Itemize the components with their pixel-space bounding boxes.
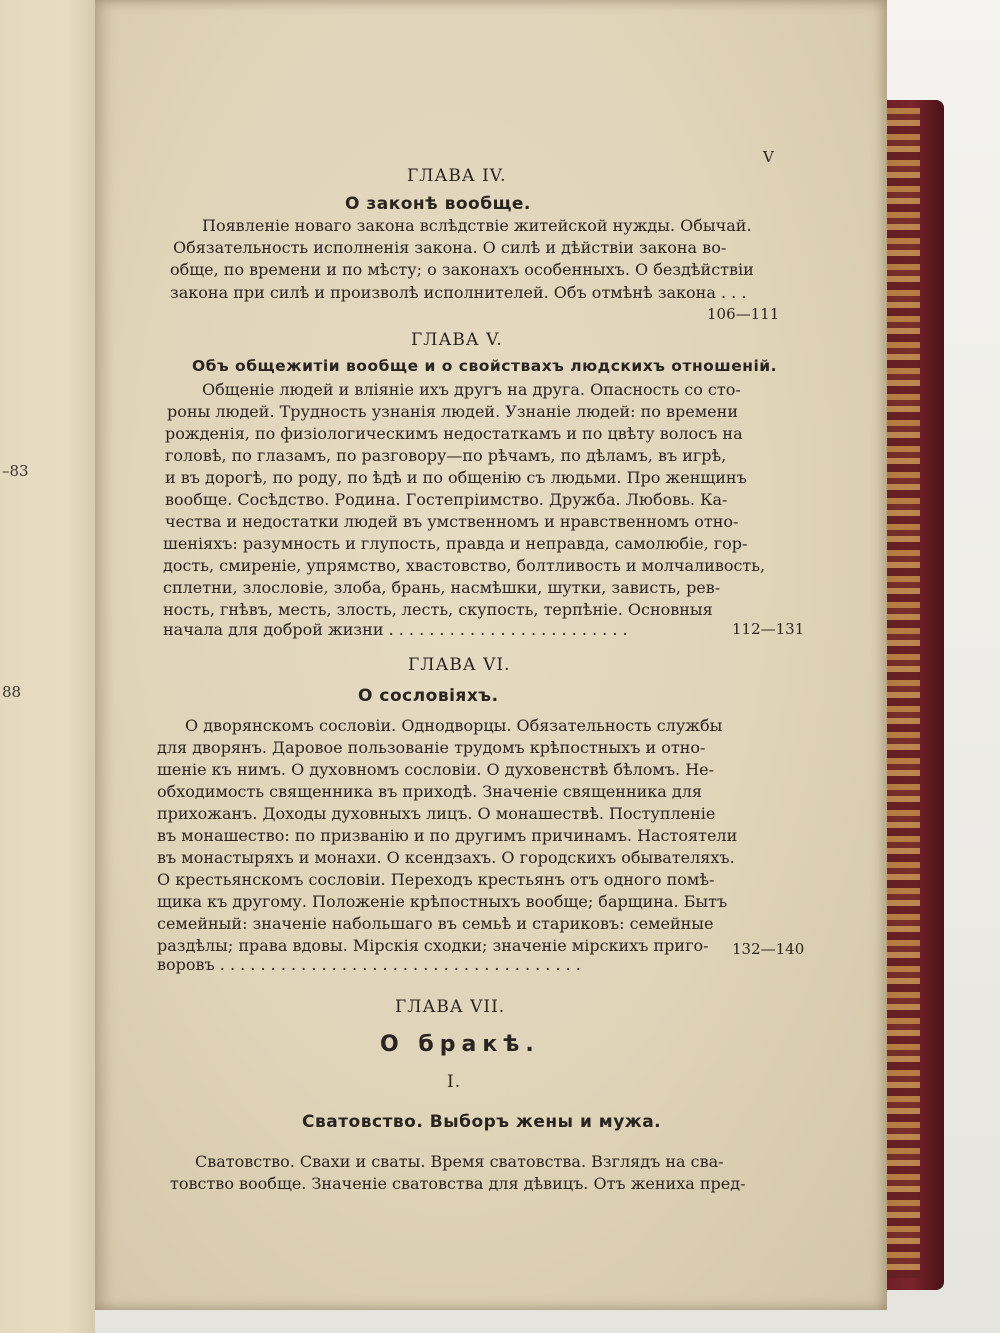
chapter-6-line: прихожанъ. Доходы духовныхъ лицъ. О монашествѣ. Поступленіе (157, 804, 716, 823)
chapter-4-pages: 106—111 (707, 305, 780, 323)
chapter-5-pages: 112—131 (732, 620, 805, 638)
chapter-6-line: щика къ другому. Положеніе крѣпостныхъ вообще; барщина. Бытъ (157, 892, 728, 911)
chapter-6-pages: 132—140 (732, 940, 805, 958)
chapter-4-line: закона при силѣ и произволѣ исполнителей. Объ отмѣнѣ закона . . . (170, 283, 747, 302)
chapter-5-line: роны людей. Трудность узнанія людей. Узнаніе людей: по времени (167, 402, 738, 421)
chapter-5-line: головѣ, по глазамъ, по разговору—по рѣчамъ, по дѣламъ, въ игрѣ, (165, 446, 727, 465)
chapter-6-line: О дворянскомъ сословіи. Однодворцы. Обязательность службы (185, 716, 723, 735)
page-number: V (763, 148, 774, 166)
chapter-5-line: и въ дорогѣ, по роду, по ѣдѣ и по общенію съ людьми. Про женщинъ (165, 468, 747, 487)
chapter-6-line: раздѣлы; права вдовы. Мірскія сходки; значеніе мірскихъ приго- (157, 936, 709, 955)
chapter-6-line: обходимость священника въ приходѣ. Значеніе священника для (157, 782, 703, 801)
chapter-7-line: товство вообще. Значеніе сватовства для дѣвицъ. Отъ жениха пред- (170, 1174, 746, 1193)
chapter-6-line: О крестьянскомъ сословіи. Переходъ крестьянъ отъ одного помѣ- (157, 870, 715, 889)
chapter-7-subheading: I. (447, 1072, 462, 1092)
chapter-6-line: для дворянъ. Даровое пользованіе трудомъ крѣпостныхъ и отно- (157, 738, 706, 757)
chapter-5-line: ность, гнѣвъ, месть, злость, лесть, скупость, терпѣніе. Основныя (163, 600, 713, 619)
chapter-6-heading: ГЛАВА VI. (408, 655, 511, 675)
chapter-5-line: начала для доброй жизни . . . . . . . . . . . . . . . . . . . . . . . . (163, 620, 628, 639)
chapter-5-line: шеніяхъ: разумность и глупость, правда и неправда, самолюбіе, гор- (163, 534, 748, 553)
chapter-6-line: шеніе къ нимъ. О духовномъ сословіи. О духовенствѣ бѣломъ. Не- (157, 760, 715, 779)
chapter-7-line: Сватовство. Свахи и сваты. Время сватовства. Взглядъ на сва- (195, 1152, 724, 1171)
chapter-7-subtitle: Сватовство. Выборъ жены и мужа. (302, 1112, 662, 1132)
chapter-5-heading: ГЛАВА V. (411, 330, 503, 350)
left-page-number-1: –83 (2, 462, 29, 480)
chapter-5-line: рожденія, по физіологическимъ недостаткамъ и по цвѣту волосъ на (165, 424, 743, 443)
chapter-6-line: воровъ . . . . . . . . . . . . . . . . . . . . . . . . . . . . . . . . . . . . (157, 955, 581, 974)
chapter-4-heading: ГЛАВА IV. (407, 166, 507, 186)
chapter-4-line: обще, по времени и по мѣсту; о законахъ особенныхъ. О бездѣйствіи (170, 260, 754, 279)
left-facing-page (0, 0, 95, 1333)
chapter-5-line: сплетни, злословіе, злоба, брань, насмѣшки, шутки, зависть, рев- (163, 578, 721, 597)
book-page (95, 0, 887, 1310)
left-page-number-2: 88 (2, 683, 22, 701)
chapter-5-title: Объ общежитіи вообще и о свойствахъ людскихъ отношеній. (192, 357, 778, 375)
chapter-6-title: О сословіяхъ. (358, 686, 499, 706)
chapter-4-line: Появленіе новаго закона вслѣдствіе житейской нужды. Обычай. (202, 216, 752, 235)
chapter-5-line: Общеніе людей и вліяніе ихъ другъ на друга. Опасность со сто- (202, 380, 741, 399)
chapter-5-line: дость, смиреніе, упрямство, хвастовство, болтливость и молчаливость, (163, 556, 766, 575)
chapter-7-title: О бракѣ. (380, 1032, 540, 1057)
chapter-7-heading: ГЛАВА VII. (395, 997, 506, 1017)
chapter-6-line: семейный: значеніе набольшаго въ семьѣ и стариковъ: семейные (157, 914, 714, 933)
chapter-4-title: О законѣ вообще. (345, 194, 531, 214)
chapter-6-line: въ монастыряхъ и монахи. О ксендзахъ. О городскихъ обывателяхъ. (157, 848, 735, 867)
chapter-6-line: въ монашество: по призванію и по другимъ причинамъ. Настоятели (157, 826, 738, 845)
chapter-5-line: вообще. Сосѣдство. Родина. Гостепріимство. Дружба. Любовь. Ка- (165, 490, 728, 509)
chapter-5-line: чества и недостатки людей въ умственномъ и нравственномъ отно- (165, 512, 739, 531)
chapter-4-line: Обязательность исполненія закона. О силѣ и дѣйствіи закона во- (173, 238, 727, 257)
